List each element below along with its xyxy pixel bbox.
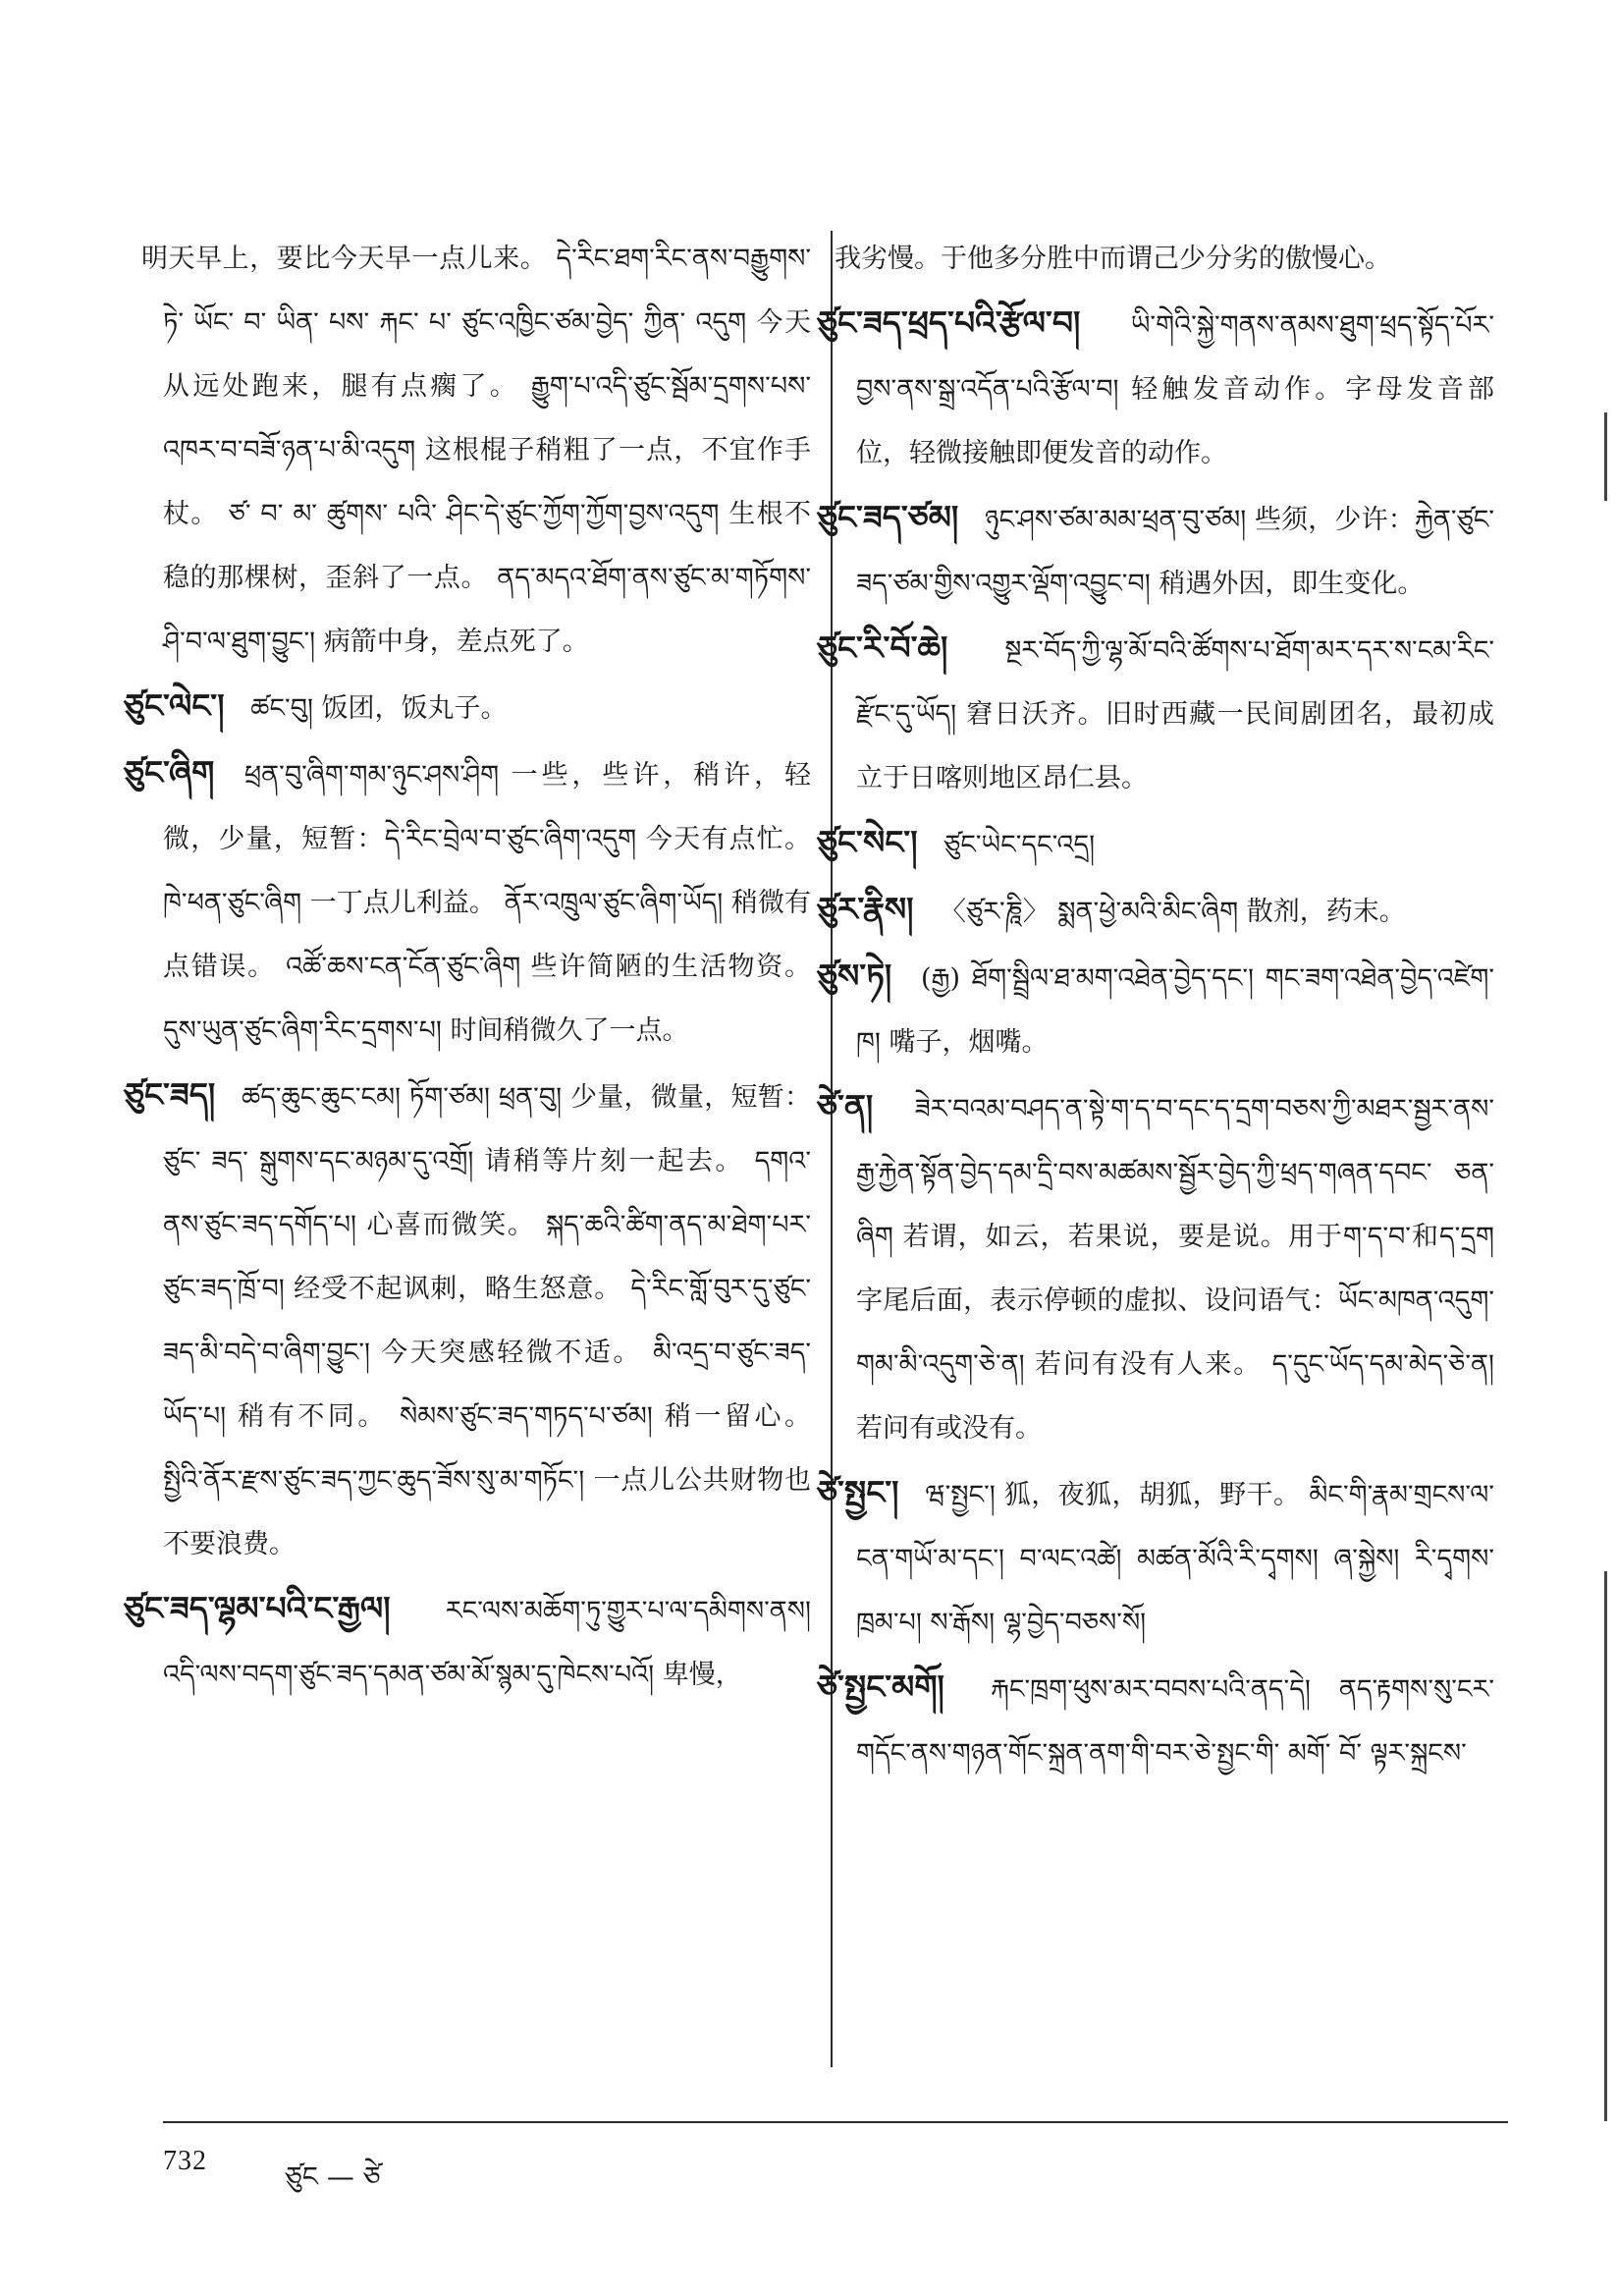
entry-6 — [817, 944, 1494, 1074]
headword: ཙུང་ཟད་ལྷམ་པའི་ང་རྒྱལ། — [124, 1589, 391, 1627]
headword: ཙུང་ཟད། — [124, 1075, 216, 1114]
entry-text: སྔར་བོད་ཀྱི་ལྷ་མོ་བའི་ཚོགས་པ་ཐོག་མར་དར་ས་ངམ་རིང་རྫོང་དུ་ཡོད། 窘日沃齐。旧时西藏一民间剧团名，最初成立于日喀则地区昂仁县。 — [856, 635, 1494, 793]
entry-5 — [817, 877, 1494, 944]
entry-text: རང་ལས་མཆོག་ཏུ་གྱུར་པ་ལ་དམིགས་ནས། འདི་ལས་བདག་ཙུང་ཟད་དམན་ཙམ་མོ་སྙམ་དུ་ཁེངས་པའོ། 卑慢， — [163, 1596, 811, 1690]
headword: ཙུར་རྣིས། — [817, 890, 914, 928]
headword: ཙུང་ལེང་། — [124, 686, 225, 725]
entry-text: ཚང་བུ། 饭团，饭丸子。 — [250, 693, 508, 724]
headword: ཙེ་སྤྱང་། — [817, 1473, 899, 1511]
headword: ཙུང་རི་བོ་ཆེ། — [817, 629, 948, 667]
entry-text: 〈ཙུར་ཎཱི〉 སྨན་ཕྱེ་མའི་མིང་ཞིག 散剂，药末。 — [940, 897, 1406, 927]
entry-0 — [141, 224, 811, 674]
entry-4 — [817, 810, 1494, 877]
entry-text: 明天早上，要比今天早一点儿来。 དེ་རིང་ཐག་རིང་ནས་བརྒྱུགས་ཏེ་ ཡོང་ བ་ ཡིན་ པས་ རྐང་ པ་ ཙུང་འཁྱིང་ཙམ་བྱེད་ ཀྱིན་ འདུག 今天从远处跑来，腿有点瘸了。 རྒྱུག་པ་འདི་ཙུང་སྦོམ་དྲགས་པས་འཁར་བ་བཟོ་ཉན་པ་མི་འདུག 这根棍子稍粗了一点，不宜作手杖。 ཙ་ བ་ མ་ ཚུགས་ པའི་ ཤིང་དེ་ཙུང་ཀྱོག་ཀྱོག་བྱས་འདུག 生根不稳的那棵树，歪斜了一点。 ནད་མདའ་ཐོག་ནས་ཙུང་མ་གཏོགས་ཤི་བ་ལ་ཐུག་བྱུང་། 病箭中身，差点死了。 — [141, 244, 811, 657]
right-column — [817, 224, 1494, 1785]
scan-edge-mark — [1604, 412, 1607, 501]
headword: ཙུང་སེང་། — [817, 823, 918, 861]
entry-text: ཚད་ཆུང་ཆུང་ངམ། ཏོག་ཙམ། ཕྲན་བུ། 少量，微量，短暂：ཙུང་ ཟད་ སྒུགས་དང་མཉམ་དུ་འགྲོ། 请稍等片刻一起去。 དགའ་ནས་ཙུང་ཟད་དགོད་པ། 心喜而微笑。 སྐད་ཆའི་ཚིག་ནད་མ་ཐེག་པར་ཙུང་ཟད་ཁྲོ་བ། 经受不起讽刺，略生怒意。 དེ་རིང་གློ་བུར་དུ་ཙུང་ཟད་མི་བདེ་བ་ཞིག་བྱུང་། 今天突感轻微不适。 མི་འདྲ་བ་ཙུང་ཟད་ཡོད་པ། 稍有不同。 སེམས་ཙུང་ཟད་གཏད་པ་ཙམ། 稍一留心。 སྤྱིའི་ནོར་རྫས་ཙུང་ཟད་ཀྱང་ཆུད་ཟོས་སུ་མ་གཏོང་། 一点儿公共财物也不要浪费。 — [163, 1082, 811, 1559]
headword: ཙུས་ཏེ། — [817, 957, 892, 995]
entry-9 — [817, 1655, 1494, 1785]
page-range: ཙུང — ཙེ — [285, 2160, 381, 2193]
entry-1 — [817, 291, 1494, 485]
headword: ཙུང་ཟད་ཕྲད་པའི་རྩོལ་བ། — [817, 303, 1081, 342]
entry-1 — [124, 674, 811, 740]
entry-7 — [817, 1074, 1494, 1460]
page-number: 732 — [163, 2146, 207, 2176]
entry-text: ཝ་སྤྱང་། 狐，夜狐，胡狐，野干。 མིང་གི་རྣམ་གྲངས་ལ་ངན་གཡོ་མ་དང་། བ་ལང་འཚེ། མཚན་མོའི་རི་དྭགས། ཞ་སྐྱེས། རི་དྭགས་ཁྲམ་པ། ས་རྒོས། ལྷ་བྱེད་བཅས་སོ། — [856, 1480, 1494, 1638]
entry-text: ཡི་གེའི་སྐྱེ་གནས་ནམས་ཐུག་ཕྲད་སྟོད་པོར་བྱས་ནས་སྒྲ་འདོན་པའི་རྩོལ་བ། 轻触发音动作。字母发音部位，轻微接触即便发音的动作。 — [856, 310, 1494, 468]
entry-3 — [817, 616, 1494, 810]
headword: ཙུང་ཞིག — [124, 753, 215, 792]
entry-text: ཟེར་བའམ་བཤད་ན་སྟེ་ག་ད་བ་དང་ད་དྲག་བཅས་ཀྱི་མཐར་སྦྱར་ནས་རྒྱ་རྐྱེན་སྟོན་བྱེད་དམ་དྲི་བས་མཚམས་སྦྱོར་བྱེད་ཀྱི་ཕྲད་གཞན་དབང་ ཅན་ཞིག 若谓，如云，若果说，要是说。用于ག་ད་བ་和ད་དྲག 字尾后面，表示停顿的虚拟、设问语气：ཡོང་མཁན་འདུག་གམ་མི་འདུག་ཅེ་ན། 若问有没有人来。 ད་དུང་ཡོད་དམ་མེད་ཅེ་ན། 若问有或没有。 — [856, 1094, 1494, 1444]
entry-text: ཉུང་ཤས་ཙམ་མམ་ཕྲན་བུ་ཙམ། 些须，少许：རྐྱེན་ཙུང་ཟད་ཙམ་གྱིས་འགྱུར་ལྡོག་འབྱུང་བ། 稍遇外因，即生变化。 — [856, 505, 1494, 599]
entry-2 — [817, 485, 1494, 616]
headword: ཙུང་ཟད་ཙམ། — [817, 498, 959, 536]
footer-rule — [163, 2121, 1508, 2123]
entry-text: རྐང་ཁྲག་ཕུས་མར་བབས་པའི་ནད་དེ། ནད་རྟགས་སུ་ངར་གདོང་ནས་གཉན་གོང་སྐྲན་ནག་གི་བར་ཅེ་སྤྱང་གི་ མགོ་ བོ་ ལྟར་སྐྲངས་ — [856, 1674, 1494, 1769]
entry-4 — [124, 1576, 811, 1707]
entry-text: 我劣慢。于他多分胜中而谓己少分劣的傲慢心。 — [835, 244, 1391, 274]
entry-0 — [835, 224, 1494, 291]
entry-2 — [124, 740, 811, 1063]
headword: ཙེ་ན། — [817, 1087, 874, 1125]
entry-3 — [124, 1063, 811, 1576]
entry-text: (རྒྱ) ཐོག་སྦྲིལ་ཐ་མག་འཐེན་བྱེད་དང་། གང་ཟག་འཐེན་བྱེད་འཛེག་ཁ། 嘴子，烟嘴。 — [856, 963, 1494, 1058]
headword: ཙེ་སྤྱང་མགོ། — [817, 1667, 944, 1706]
left-column — [124, 224, 811, 1707]
entry-text: ཕྲན་བུ་ཞིག་གམ་ཉུང་ཤས་ཤིག 一些，些许，稍许，轻微，少量，短暂：དེ་རིང་བྲེལ་བ་ཙུང་ཞིག་འདུག 今天有点忙。 ཁེ་ཕན་ཙུང་ཞིག 一丁点儿利益。 ནོར་འཁྲུལ་ཙུང་ཞིག་ཡོད། 稍微有点错误。 འཚོ་ཆས་ངན་ངོན་ཙུང་ཞིག 些许简陋的生活物资。 དུས་ཡུན་ཙུང་ཞིག་རིང་དྲགས་པ། 时间稍微久了一点。 — [163, 760, 811, 1046]
scan-edge-mark — [1604, 1571, 1607, 2121]
entry-8 — [817, 1460, 1494, 1655]
entry-text: ཙུང་ཡེང་དང་འདྲ། — [943, 830, 1096, 860]
